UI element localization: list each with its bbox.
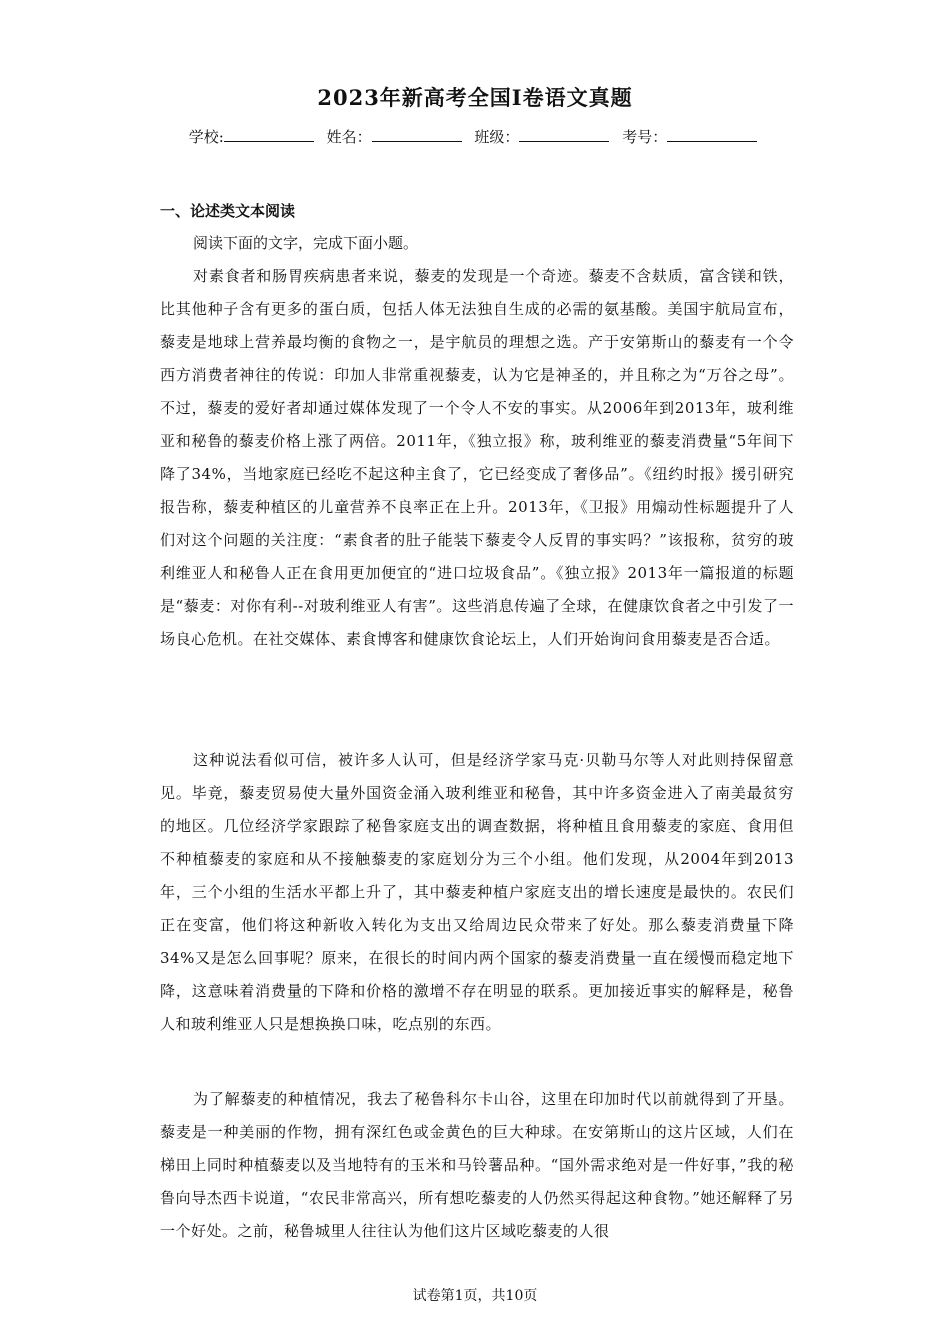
exam-number-label: 考号： xyxy=(622,128,668,146)
page-footer: 试卷第1页，共10页 xyxy=(412,1288,538,1304)
page-title: 2023年新高考全国Ⅰ卷语文真题 xyxy=(317,85,633,110)
name-field xyxy=(327,126,466,147)
paragraph-3: 为了解藜麦的种植情况，我去了秘鲁科尔卡山谷，这里在印加时代以前就得到了开垦。藜麦是一种美丽的作物，拥有深红色或金黄色的巨大种球。在安第斯山的这片区域，人们在梯田上同时种植藜麦以及当地特有的玉米和马铃薯品种。“国外需求绝对是一件好事，”我的秘鲁向导杰西卡说道，“农民非常高兴，所有想吃藜麦的人仍然买得起这种食物。”她还解释了另一个好处。之前，秘鲁城里人往往认为他们这片区域吃藜麦的人很 xyxy=(160,1090,794,1240)
class-blank[interactable] xyxy=(519,127,609,142)
paragraph-2: 这种说法看似可信，被许多人认可，但是经济学家马克·贝勒马尔等人对此则持保留意见。毕竟，藜麦贸易使大量外国资金涌入玻利维亚和秘鲁，其中许多资金进入了南美最贫穷的地区。几位经济学家跟踪了秘鲁家庭支出的调查数据，将种植且食用藜麦的家庭、食用但不种植藜麦的家庭和从不接触藜麦的家庭划分为三个小组。他们发现，从2004年到2013年，三个小组的生活水平都上升了，其中藜麦种植户家庭支出的增长速度是最快的。农民们正在变富，他们将这种新收入转化为支出又给周边民众带来了好处。那么藜麦消费量下降34%又是怎么回事呢？原来，在很长的时间内两个国家的藜麦消费量一直在缓慢而稳定地下降，这意味着消费量的下降和价格的激增不存在明显的联系。更加接近事实的解释是，秘鲁人和玻利维亚人只是想换换口味，吃点别的东西。 xyxy=(160,751,794,1033)
school-label: 学校: xyxy=(188,128,224,146)
name-label: 姓名： xyxy=(326,128,372,146)
paragraph-1: 对素食者和肠胃疾病患者来说，藜麦的发现是一个奇迹。藜麦不含麸质，富含镁和铁，比其他种子含有更多的蛋白质，包括人体无法独自生成的必需的氨基酸。美国宇航局宣布，藜麦是地球上营养最均衡的食物之一，是宇航员的理想之选。产于安第斯山的藜麦有一个令西方消费者神往的传说：印加人非常重视藜麦，认为它是神圣的，并且称之为“万谷之母”。不过，藜麦的爱好者却通过媒体发现了一个令人不安的事实。从2006年到2013年，玻利维亚和秘鲁的藜麦价格上涨了两倍。2011年，《独立报》称，玻利维亚的藜麦消费量“5年间下降了34%，当地家庭已经吃不起这种主食了，它已经变成了奢侈品”。《纽约时报》援引研究报告称，藜麦种植区的儿童营养不良率正在上升。2013年，《卫报》用煽动性标题提升了人们对这个问题的关注度：“素食者的肚子能装下藜麦令人反胃的事实吗？”该报称，贫穷的玻利维亚人和秘鲁人正在食用更加便宜的“进口垃圾食品”。《独立报》2013年一篇报道的标题是“藜麦：对你有利--对玻利维亚人有害”。这些消息传遍了全球，在健康饮食者之中引发了一场良心危机。在社交媒体、素食博客和健康饮食论坛上，人们开始询问食用藜麦是否合适。 xyxy=(160,267,794,648)
exam-number-field xyxy=(622,126,761,147)
school-blank[interactable] xyxy=(224,127,314,142)
name-blank[interactable] xyxy=(372,127,462,142)
class-field xyxy=(474,126,613,147)
exam-number-blank[interactable] xyxy=(667,127,757,142)
section-heading: 一、论述类文本阅读 xyxy=(160,202,296,220)
reading-instruction: 阅读下面的文字，完成下面小题。 xyxy=(193,234,419,252)
school-field xyxy=(189,126,318,147)
class-label: 班级： xyxy=(474,128,520,146)
student-info-row xyxy=(0,126,950,147)
